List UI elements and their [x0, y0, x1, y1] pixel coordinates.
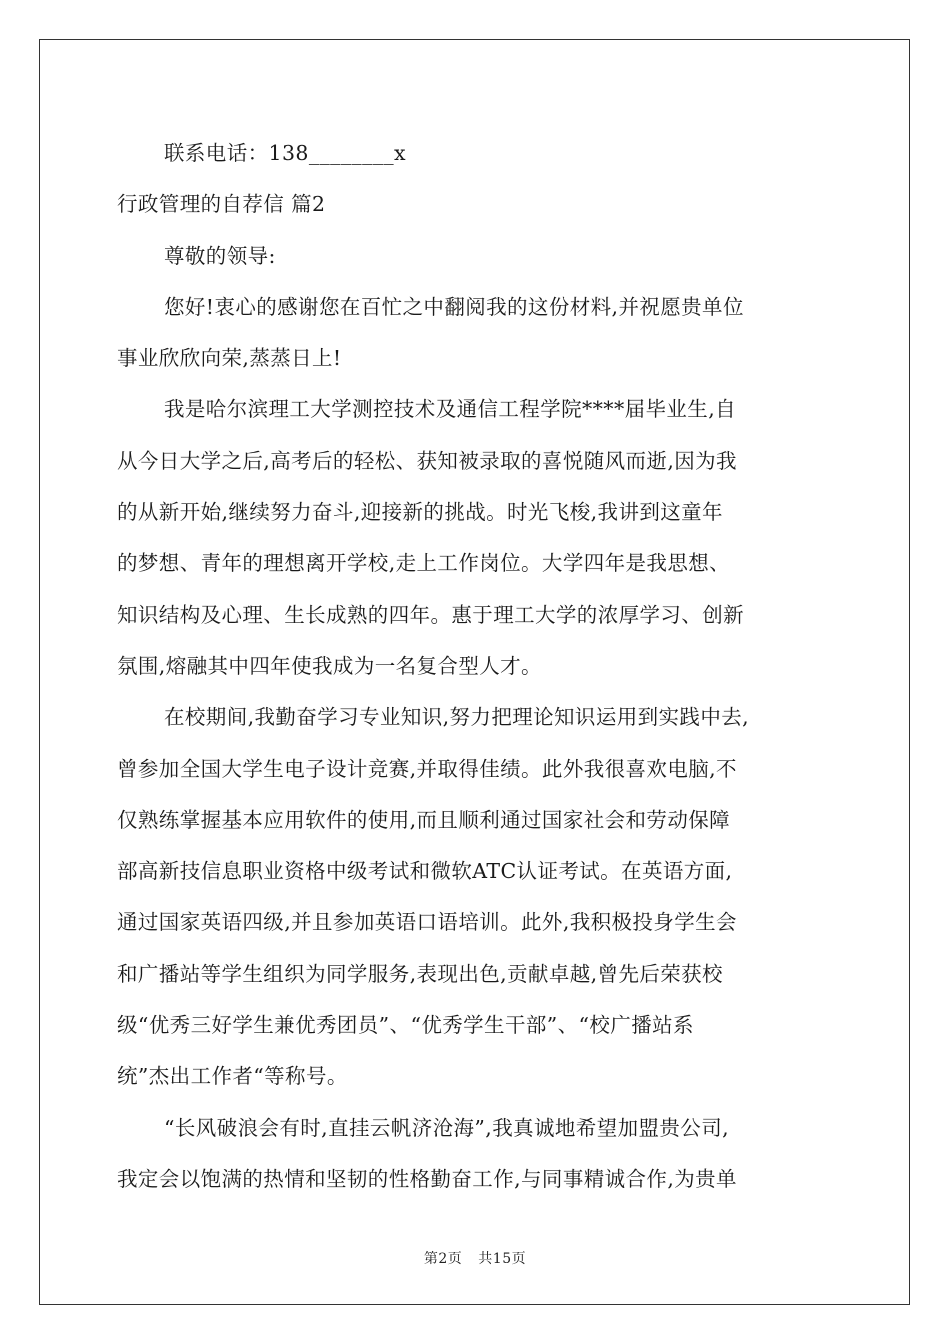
text-line: 统”杰出工作者“等称号。 [117, 1064, 348, 1089]
text-line: 氛围,熔融其中四年使我成为一名复合型人才。 [117, 653, 542, 678]
text-line: 行政管理的自荐信 篇2 [117, 192, 326, 217]
text-line: 在校期间,我勤奋学习专业知识,努力把理论知识运用到实践中去, [164, 705, 750, 730]
page-total: 共15页 [478, 1251, 527, 1267]
text-line: 知识结构及心理、生长成熟的四年。惠于理工大学的浓厚学习、创新 [117, 602, 744, 627]
text-line: 的梦想、青年的理想离开学校,走上工作岗位。大学四年是我思想、 [117, 551, 731, 576]
text-line: 我定会以饱满的热情和坚韧的性格勤奋工作,与同事精诚合作,为贵单 [117, 1166, 737, 1191]
text-line: “长风破浪会有时,直挂云帆济沧海”,我真诚地希望加盟贵公司, [164, 1115, 730, 1140]
text-line: 我是哈尔滨理工大学测控技术及通信工程学院****届毕业生,自 [164, 397, 737, 422]
text-line: 从今日大学之后,高考后的轻松、获知被录取的喜悦随风而逝,因为我 [117, 448, 737, 473]
text-line: 部高新技信息职业资格中级考试和微软ATC认证考试。在英语方面, [117, 859, 733, 884]
page-footer [0, 1248, 950, 1268]
text-line: 您好!衷心的感谢您在百忙之中翻阅我的这份材料,并祝愿贵单位 [164, 294, 744, 319]
text-line: 曾参加全国大学生电子设计竞赛,并取得佳绩。此外我很喜欢电脑,不 [117, 756, 737, 781]
text-line: 仅熟练掌握基本应用软件的使用,而且顺利通过国家社会和劳动保障 [117, 807, 731, 832]
document-body [117, 128, 833, 1205]
text-line: 事业欣欣向荣,蒸蒸日上! [117, 346, 342, 371]
text-line: 的从新开始,继续努力奋斗,迎接新的挑战。时光飞梭,我讲到这童年 [117, 500, 723, 525]
text-line: 联系电话：138________x [164, 141, 406, 165]
text-line: 通过国家英语四级,并且参加英语口语培训。此外,我积极投身学生会 [117, 910, 737, 935]
text-line: 和广播站等学生组织为同学服务,表现出色,贡献卓越,曾先后荣获校 [117, 961, 723, 986]
text-line: 尊敬的领导: [164, 243, 276, 268]
text-line: 级“优秀三好学生兼优秀团员”、“优秀学生干部”、“校广播站系 [117, 1013, 694, 1038]
page-number: 第2页 [423, 1251, 463, 1267]
